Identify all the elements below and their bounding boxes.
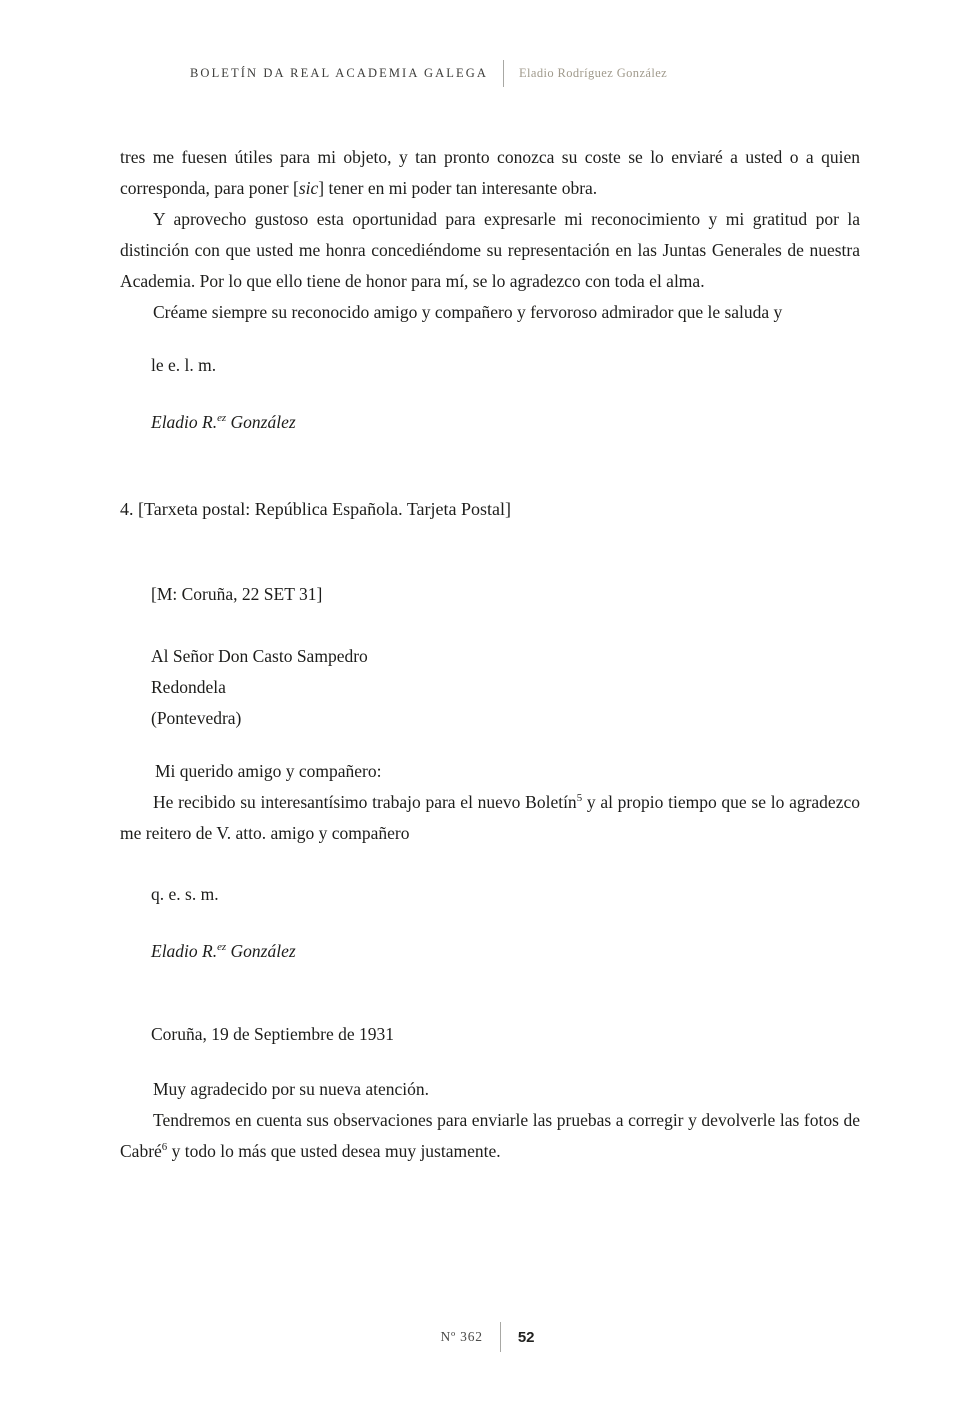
text-run: tres me fuesen útiles para mi objeto, y tan pronto conozca su coste se lo enviaré a usted o a quien corresponda, para poner [ bbox=[120, 147, 860, 198]
text-run: Eladio R. bbox=[151, 412, 218, 432]
text-run: Eladio R. bbox=[151, 941, 218, 961]
address-block bbox=[120, 641, 860, 734]
text-run: y todo lo más que usted desea muy justamente. bbox=[167, 1141, 501, 1161]
address-line: (Pontevedra) bbox=[151, 708, 242, 728]
text-run: ] tener en mi poder tan interesante obra. bbox=[318, 178, 598, 198]
valediction: le e. l. m. bbox=[151, 355, 217, 375]
address-line: Al Señor Don Casto Sampedro bbox=[151, 646, 368, 666]
issue-number: Nº 362 bbox=[440, 1329, 483, 1344]
footnote-ref-5: 5 bbox=[576, 792, 583, 805]
signature-superscript: ez bbox=[217, 412, 227, 425]
footnote-ref-6: 6 bbox=[161, 1141, 168, 1154]
header-divider bbox=[503, 60, 504, 87]
sic-italic: sic bbox=[298, 178, 319, 198]
text-run: He recibido su interesantísimo trabajo para el nuevo Boletín bbox=[153, 792, 577, 812]
running-header-author: Eladio Rodríguez González bbox=[518, 66, 668, 80]
page-body bbox=[120, 142, 860, 1167]
text-run: González bbox=[226, 412, 296, 432]
postscript-block bbox=[120, 1074, 860, 1167]
dateline: Coruña, 19 de Septiembre de 1931 bbox=[151, 1024, 395, 1044]
salutation: Mi querido amigo y compañero: bbox=[155, 761, 382, 781]
signature-superscript: ez bbox=[217, 941, 227, 954]
paragraph-continuation bbox=[120, 142, 860, 204]
footer-divider bbox=[500, 1322, 501, 1352]
text-run: Tendremos en cuenta sus observaciones para enviarle las pruebas a corregir y devolverle las fotos de Cabré bbox=[120, 1110, 860, 1161]
paragraph: Muy agradecido por su nueva atención. bbox=[153, 1079, 430, 1099]
page-number: 52 bbox=[517, 1328, 535, 1346]
text-run: González bbox=[226, 941, 296, 961]
page-header bbox=[190, 60, 667, 87]
signature bbox=[151, 936, 860, 967]
letter-body bbox=[120, 756, 860, 849]
paragraph bbox=[120, 787, 860, 849]
letter-heading: 4. [Tarxeta postal: República Española. Tarjeta Postal] bbox=[120, 499, 512, 519]
paragraph: Créame siempre su reconocido amigo y compañero y fervoroso admirador que le saluda y bbox=[153, 302, 783, 322]
valediction: q. e. s. m. bbox=[151, 884, 219, 904]
postmark-line: [M: Coruña, 22 SET 31] bbox=[151, 584, 323, 604]
signature bbox=[151, 407, 860, 438]
address-line: Redondela bbox=[151, 677, 226, 697]
text-run: y al propio tiempo que se lo agradezco me reitero de V. atto. amigo y compañero bbox=[120, 792, 860, 843]
paragraph bbox=[120, 1105, 860, 1167]
page-footer bbox=[0, 1322, 975, 1352]
paragraph: Y aprovecho gustoso esta oportunidad para expresarle mi reconocimiento y mi gratitud por la distinción con que usted me honra concediéndome su representación en las Juntas Generales de nuestra Academia. Por lo que ello tiene de honor para mí, se lo agradezco con toda el alma. bbox=[120, 209, 860, 291]
journal-title: BOLETÍN DA REAL ACADEMIA GALEGA bbox=[190, 66, 488, 80]
